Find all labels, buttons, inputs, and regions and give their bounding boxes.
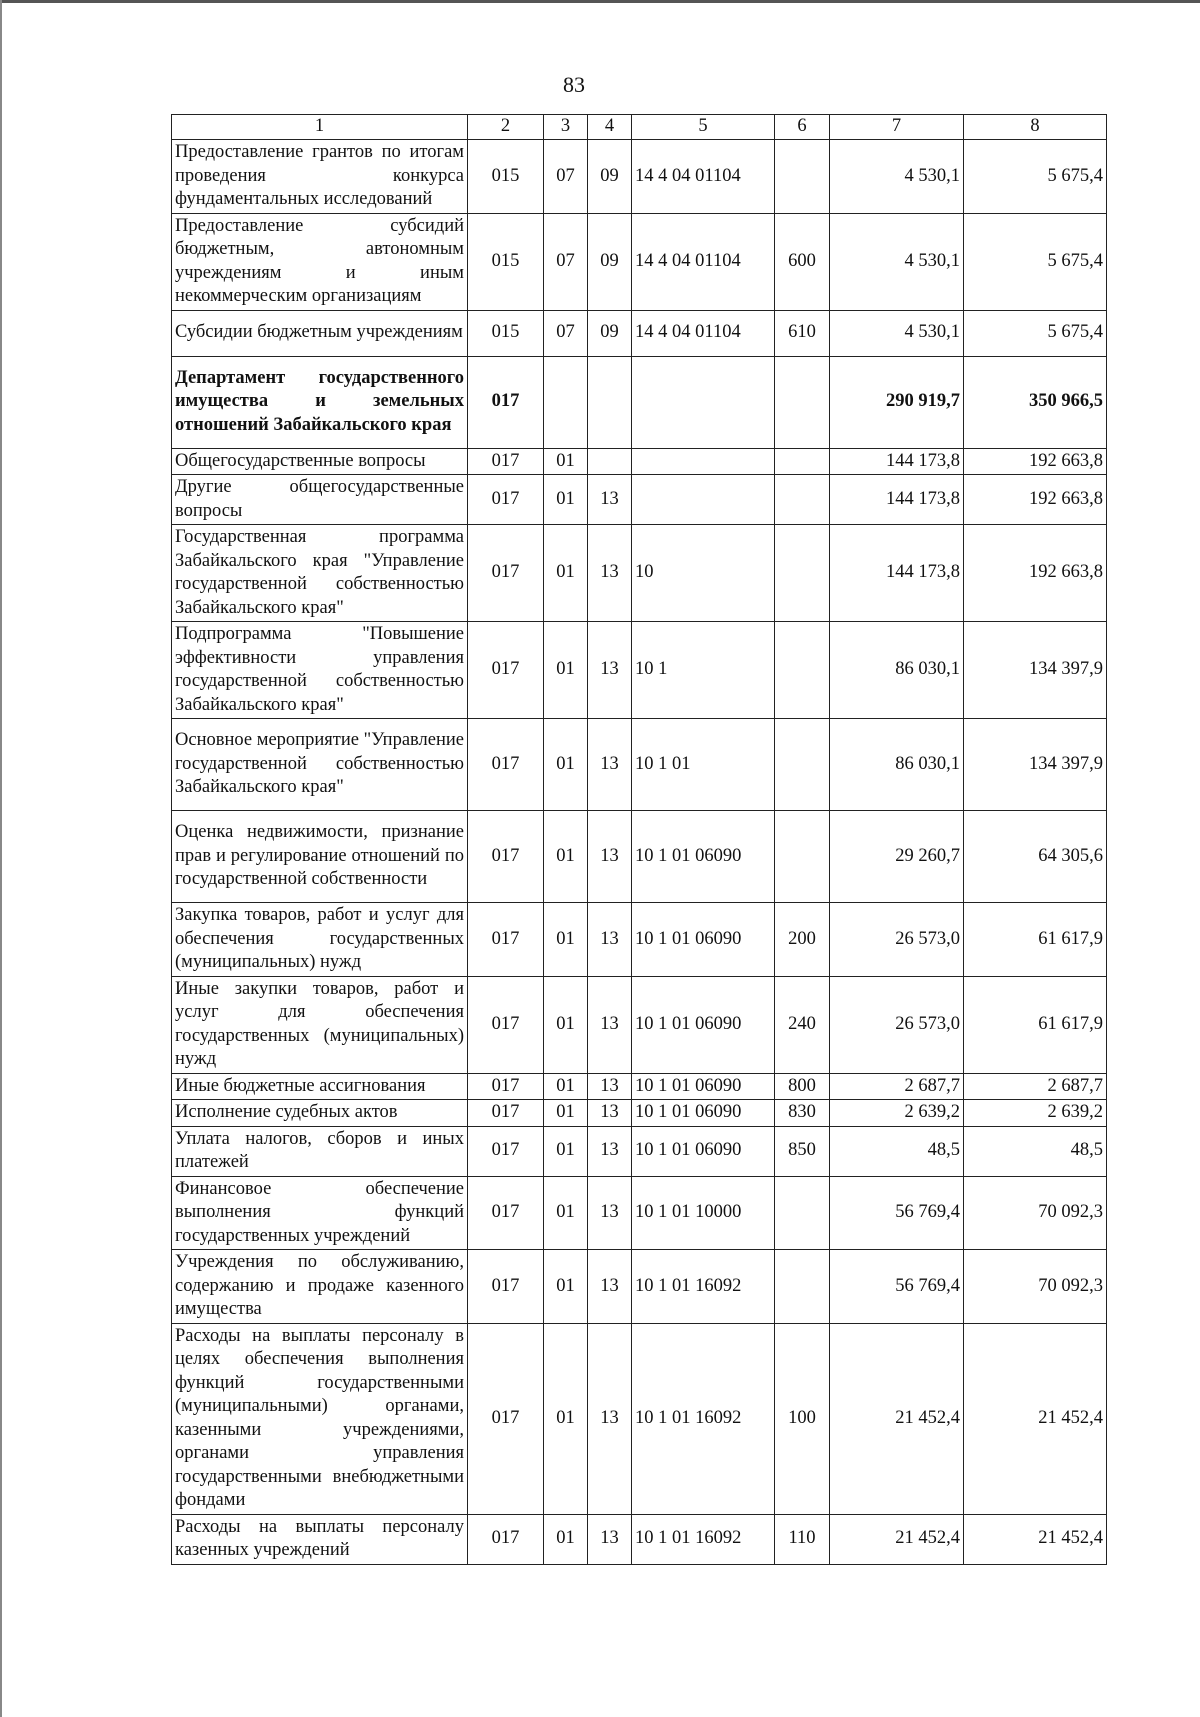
code-target-cell: 10 1: [632, 622, 775, 719]
table-row: [172, 525, 1107, 622]
amount-year2-cell: 134 397,9: [964, 719, 1107, 811]
code-subsection-cell: [588, 448, 632, 475]
table-header-row: [172, 115, 1107, 140]
code-section-cell: 01: [544, 1176, 588, 1250]
code-section-cell: 01: [544, 1250, 588, 1324]
amount-year1-cell: 56 769,4: [830, 1176, 964, 1250]
amount-year2-cell: 350 966,5: [964, 356, 1107, 448]
code-expense-type-cell: [775, 525, 830, 622]
table-row: [172, 213, 1107, 310]
header-cell: 7: [830, 115, 964, 140]
header-cell: 6: [775, 115, 830, 140]
code-admin-cell: 017: [468, 356, 544, 448]
code-section-cell: 01: [544, 1323, 588, 1514]
code-section-cell: 07: [544, 140, 588, 214]
code-section-cell: 07: [544, 213, 588, 310]
table-row: [172, 811, 1107, 903]
row-name-cell: Исполнение судебных актов: [172, 1100, 468, 1127]
amount-year2-cell: 192 663,8: [964, 475, 1107, 525]
table-row: [172, 1100, 1107, 1127]
amount-year2-cell: 192 663,8: [964, 525, 1107, 622]
code-section-cell: 01: [544, 903, 588, 977]
amount-year2-cell: 70 092,3: [964, 1176, 1107, 1250]
header-cell: 4: [588, 115, 632, 140]
row-name-cell: Подпрограмма "Повышение эффективности управления государственной собственностью Забайкальского края": [172, 622, 468, 719]
code-subsection-cell: 13: [588, 1073, 632, 1100]
code-target-cell: 10 1 01 06090: [632, 811, 775, 903]
amount-year1-cell: 29 260,7: [830, 811, 964, 903]
code-admin-cell: 017: [468, 448, 544, 475]
code-expense-type-cell: [775, 475, 830, 525]
code-expense-type-cell: 110: [775, 1514, 830, 1564]
amount-year1-cell: 48,5: [830, 1126, 964, 1176]
code-subsection-cell: 13: [588, 1176, 632, 1250]
row-name-cell: Иные бюджетные ассигнования: [172, 1073, 468, 1100]
code-subsection-cell: 13: [588, 1126, 632, 1176]
table-row: [172, 1126, 1107, 1176]
header-cell: 5: [632, 115, 775, 140]
code-target-cell: 10: [632, 525, 775, 622]
code-subsection-cell: 13: [588, 976, 632, 1073]
table-row: [172, 1250, 1107, 1324]
code-admin-cell: 017: [468, 525, 544, 622]
code-section-cell: 01: [544, 1514, 588, 1564]
code-target-cell: 14 4 04 01104: [632, 310, 775, 356]
amount-year1-cell: 26 573,0: [830, 903, 964, 977]
table-row: [172, 140, 1107, 214]
amount-year2-cell: 70 092,3: [964, 1250, 1107, 1324]
code-subsection-cell: 13: [588, 719, 632, 811]
amount-year2-cell: 61 617,9: [964, 903, 1107, 977]
code-admin-cell: 017: [468, 811, 544, 903]
code-admin-cell: 017: [468, 1126, 544, 1176]
amount-year2-cell: 2 639,2: [964, 1100, 1107, 1127]
code-admin-cell: 017: [468, 1073, 544, 1100]
amount-year2-cell: 64 305,6: [964, 811, 1107, 903]
code-section-cell: 01: [544, 976, 588, 1073]
code-expense-type-cell: 200: [775, 903, 830, 977]
code-subsection-cell: 09: [588, 310, 632, 356]
code-subsection-cell: 09: [588, 213, 632, 310]
code-target-cell: [632, 475, 775, 525]
table-row: [172, 622, 1107, 719]
budget-table: [171, 114, 1107, 1565]
code-target-cell: 10 1 01 10000: [632, 1176, 775, 1250]
amount-year2-cell: 192 663,8: [964, 448, 1107, 475]
header-cell: 1: [172, 115, 468, 140]
code-subsection-cell: 13: [588, 1323, 632, 1514]
row-name-cell: Уплата налогов, сборов и иных платежей: [172, 1126, 468, 1176]
code-subsection-cell: 13: [588, 903, 632, 977]
row-name-cell: Предоставление субсидий бюджетным, автономным учреждениям и иным некоммерческим организациям: [172, 213, 468, 310]
row-name-cell: Другие общегосударственные вопросы: [172, 475, 468, 525]
code-admin-cell: 017: [468, 1514, 544, 1564]
code-admin-cell: 015: [468, 213, 544, 310]
row-name-cell: Общегосударственные вопросы: [172, 448, 468, 475]
row-name-cell: Оценка недвижимости, признание прав и регулирование отношений по государственной собственности: [172, 811, 468, 903]
code-section-cell: 01: [544, 811, 588, 903]
header-cell: 8: [964, 115, 1107, 140]
code-target-cell: 10 1 01 16092: [632, 1323, 775, 1514]
code-expense-type-cell: 800: [775, 1073, 830, 1100]
code-expense-type-cell: [775, 356, 830, 448]
code-section-cell: 01: [544, 1126, 588, 1176]
code-expense-type-cell: 240: [775, 976, 830, 1073]
header-cell: 3: [544, 115, 588, 140]
amount-year2-cell: 5 675,4: [964, 310, 1107, 356]
row-name-cell: Основное мероприятие "Управление государственной собственностью Забайкальского края": [172, 719, 468, 811]
code-target-cell: 10 1 01 06090: [632, 1073, 775, 1100]
amount-year1-cell: 56 769,4: [830, 1250, 964, 1324]
table-row: [172, 475, 1107, 525]
amount-year2-cell: 134 397,9: [964, 622, 1107, 719]
code-subsection-cell: 13: [588, 1514, 632, 1564]
code-admin-cell: 017: [468, 1323, 544, 1514]
code-admin-cell: 017: [468, 1250, 544, 1324]
amount-year2-cell: 21 452,4: [964, 1514, 1107, 1564]
table-row: [172, 1073, 1107, 1100]
code-expense-type-cell: [775, 448, 830, 475]
scan-edge-top: [0, 0, 1200, 3]
table-body: [172, 140, 1107, 1565]
code-target-cell: 10 1 01 06090: [632, 1126, 775, 1176]
code-target-cell: [632, 356, 775, 448]
code-expense-type-cell: 850: [775, 1126, 830, 1176]
code-admin-cell: 017: [468, 475, 544, 525]
code-admin-cell: 017: [468, 1176, 544, 1250]
table-row: [172, 448, 1107, 475]
amount-year1-cell: 144 173,8: [830, 525, 964, 622]
code-expense-type-cell: 830: [775, 1100, 830, 1127]
code-target-cell: 10 1 01 16092: [632, 1250, 775, 1324]
code-expense-type-cell: 610: [775, 310, 830, 356]
code-target-cell: 10 1 01 06090: [632, 903, 775, 977]
header-cell: 2: [468, 115, 544, 140]
scan-edge-left: [0, 0, 2, 1717]
table-row: [172, 719, 1107, 811]
code-target-cell: 10 1 01 06090: [632, 1100, 775, 1127]
code-section-cell: 01: [544, 1073, 588, 1100]
amount-year1-cell: 2 639,2: [830, 1100, 964, 1127]
table-row: [172, 903, 1107, 977]
code-target-cell: 10 1 01 16092: [632, 1514, 775, 1564]
row-name-cell: Расходы на выплаты персоналу казенных учреждений: [172, 1514, 468, 1564]
amount-year2-cell: 5 675,4: [964, 213, 1107, 310]
code-expense-type-cell: [775, 1250, 830, 1324]
row-name-cell: Закупка товаров, работ и услуг для обеспечения государственных (муниципальных) нужд: [172, 903, 468, 977]
code-subsection-cell: [588, 356, 632, 448]
amount-year2-cell: 2 687,7: [964, 1073, 1107, 1100]
row-name-cell: Иные закупки товаров, работ и услуг для обеспечения государственных (муниципальных) нужд: [172, 976, 468, 1073]
amount-year1-cell: 4 530,1: [830, 140, 964, 214]
code-section-cell: 01: [544, 719, 588, 811]
amount-year2-cell: 5 675,4: [964, 140, 1107, 214]
amount-year1-cell: 86 030,1: [830, 622, 964, 719]
table-row: [172, 310, 1107, 356]
code-section-cell: 01: [544, 475, 588, 525]
code-expense-type-cell: [775, 1176, 830, 1250]
amount-year1-cell: 144 173,8: [830, 475, 964, 525]
table-row: [172, 1176, 1107, 1250]
row-name-cell: Предоставление грантов по итогам проведения конкурса фундаментальных исследований: [172, 140, 468, 214]
code-admin-cell: 017: [468, 622, 544, 719]
code-target-cell: [632, 448, 775, 475]
code-subsection-cell: 13: [588, 475, 632, 525]
code-section-cell: 01: [544, 1100, 588, 1127]
code-subsection-cell: 13: [588, 622, 632, 719]
amount-year1-cell: 21 452,4: [830, 1323, 964, 1514]
amount-year1-cell: 26 573,0: [830, 976, 964, 1073]
code-target-cell: 14 4 04 01104: [632, 140, 775, 214]
code-expense-type-cell: 600: [775, 213, 830, 310]
amount-year1-cell: 290 919,7: [830, 356, 964, 448]
amount-year2-cell: 48,5: [964, 1126, 1107, 1176]
code-expense-type-cell: [775, 140, 830, 214]
row-name-cell: Государственная программа Забайкальского края "Управление государственной собственностью Забайкальского края": [172, 525, 468, 622]
code-section-cell: [544, 356, 588, 448]
code-target-cell: 10 1 01: [632, 719, 775, 811]
code-section-cell: 07: [544, 310, 588, 356]
row-name-cell: Расходы на выплаты персоналу в целях обеспечения выполнения функций государственными (муниципальными) органами, казенными учреждениями, органами управления государственными внебюджетными фондами: [172, 1323, 468, 1514]
amount-year2-cell: 21 452,4: [964, 1323, 1107, 1514]
code-admin-cell: 017: [468, 903, 544, 977]
code-subsection-cell: 09: [588, 140, 632, 214]
code-section-cell: 01: [544, 448, 588, 475]
code-admin-cell: 015: [468, 310, 544, 356]
code-subsection-cell: 13: [588, 1250, 632, 1324]
code-subsection-cell: 13: [588, 811, 632, 903]
amount-year2-cell: 61 617,9: [964, 976, 1107, 1073]
code-expense-type-cell: [775, 719, 830, 811]
code-expense-type-cell: [775, 811, 830, 903]
amount-year1-cell: 2 687,7: [830, 1073, 964, 1100]
table-row: [172, 356, 1107, 448]
amount-year1-cell: 144 173,8: [830, 448, 964, 475]
amount-year1-cell: 21 452,4: [830, 1514, 964, 1564]
amount-year1-cell: 4 530,1: [830, 310, 964, 356]
table-row: [172, 1514, 1107, 1564]
row-name-cell: Департамент государственного имущества и земельных отношений Забайкальского края: [172, 356, 468, 448]
row-name-cell: Субсидии бюджетным учреждениям: [172, 310, 468, 356]
code-subsection-cell: 13: [588, 1100, 632, 1127]
page-number-text: 83: [563, 72, 585, 97]
code-admin-cell: 017: [468, 1100, 544, 1127]
code-admin-cell: 017: [468, 719, 544, 811]
code-section-cell: 01: [544, 622, 588, 719]
code-expense-type-cell: [775, 622, 830, 719]
code-admin-cell: 017: [468, 976, 544, 1073]
code-expense-type-cell: 100: [775, 1323, 830, 1514]
code-target-cell: 14 4 04 01104: [632, 213, 775, 310]
code-subsection-cell: 13: [588, 525, 632, 622]
code-admin-cell: 015: [468, 140, 544, 214]
amount-year1-cell: 4 530,1: [830, 213, 964, 310]
table-row: [172, 1323, 1107, 1514]
amount-year1-cell: 86 030,1: [830, 719, 964, 811]
row-name-cell: Учреждения по обслуживанию, содержанию и продаже казенного имущества: [172, 1250, 468, 1324]
table-row: [172, 976, 1107, 1073]
page-number: [0, 72, 1200, 98]
code-target-cell: 10 1 01 06090: [632, 976, 775, 1073]
row-name-cell: Финансовое обеспечение выполнения функций государственных учреждений: [172, 1176, 468, 1250]
code-section-cell: 01: [544, 525, 588, 622]
